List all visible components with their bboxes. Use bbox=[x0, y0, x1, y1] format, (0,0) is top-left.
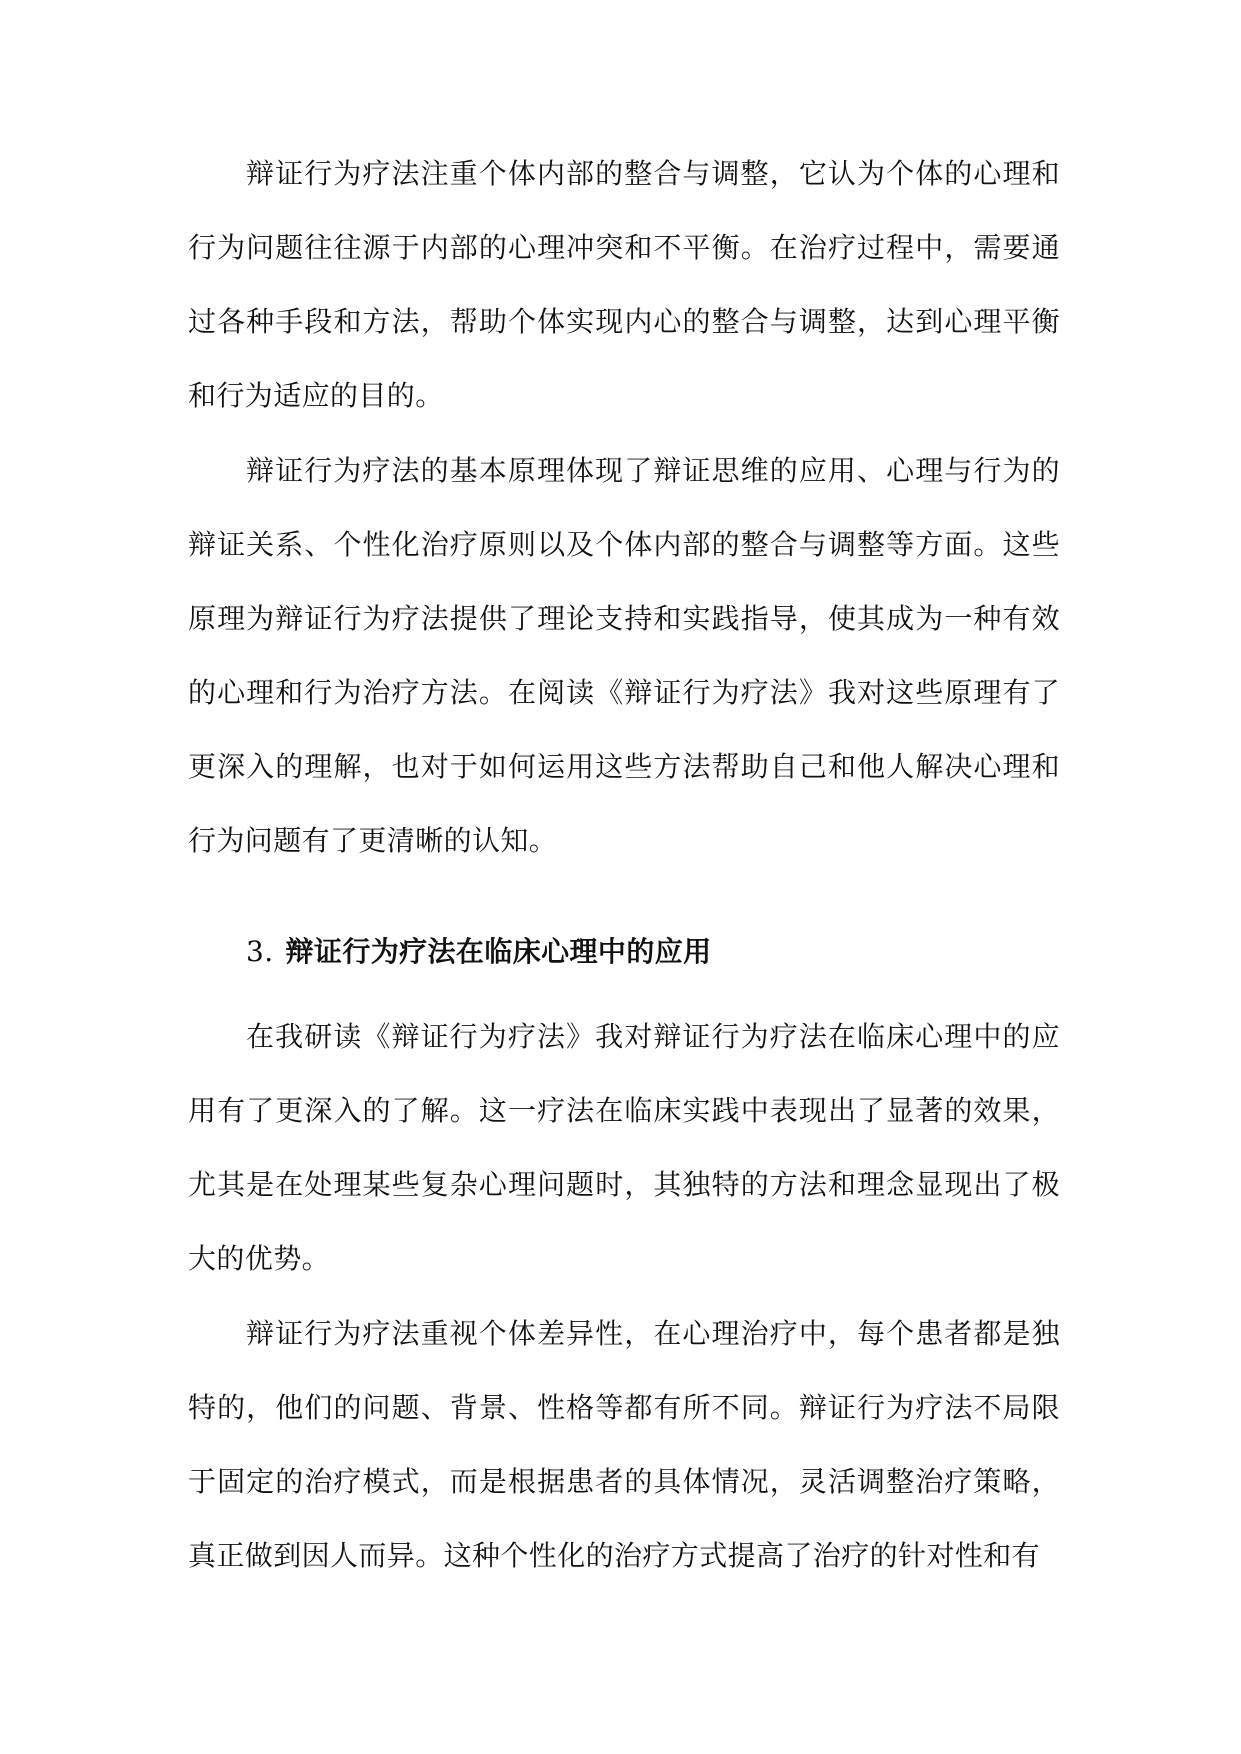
section-number: 3. bbox=[246, 935, 274, 968]
paragraph-integration: 辩证行为疗法注重个体内部的整合与调整，它认为个体的心理和行为问题往往源于内部的心理冲突和不平衡。在治疗过程中，需要通过各种手段和方法，帮助个体实现内心的整合与调整，达到心理平衡和行为适应的目的。 bbox=[188, 157, 1060, 412]
section-heading bbox=[246, 932, 712, 972]
paragraph-clinical-application: 在我研读《辩证行为疗法》我对辩证行为疗法在临床心理中的应用有了更深入的了解。这一疗法在临床实践中表现出了显著的效果，尤其是在处理某些复杂心理问题时，其独特的方法和理念显现出了极大的优势。 bbox=[188, 1020, 1060, 1275]
paragraph-basic-principles: 辩证行为疗法的基本原理体现了辩证思维的应用、心理与行为的辩证关系、个性化治疗原则以及个体内部的整合与调整等方面。这些原理为辩证行为疗法提供了理论支持和实践指导，使其成为一种有效的心理和行为治疗方法。在阅读《辩证行为疗法》我对这些原理有了更深入的理解，也对于如何运用这些方法帮助自己和他人解决心理和行为问题有了更清晰的认知。 bbox=[188, 454, 1060, 857]
paragraph-individual-differences: 辩证行为疗法重视个体差异性，在心理治疗中，每个患者都是独特的，他们的问题、背景、性格等都有所不同。辩证行为疗法不局限于固定的治疗模式，而是根据患者的具体情况，灵活调整治疗策略，真正做到因人而异。这种个性化的治疗方式提高了治疗的针对性和有 bbox=[188, 1317, 1060, 1572]
section-title: 辩证行为疗法在临床心理中的应用 bbox=[285, 935, 712, 968]
